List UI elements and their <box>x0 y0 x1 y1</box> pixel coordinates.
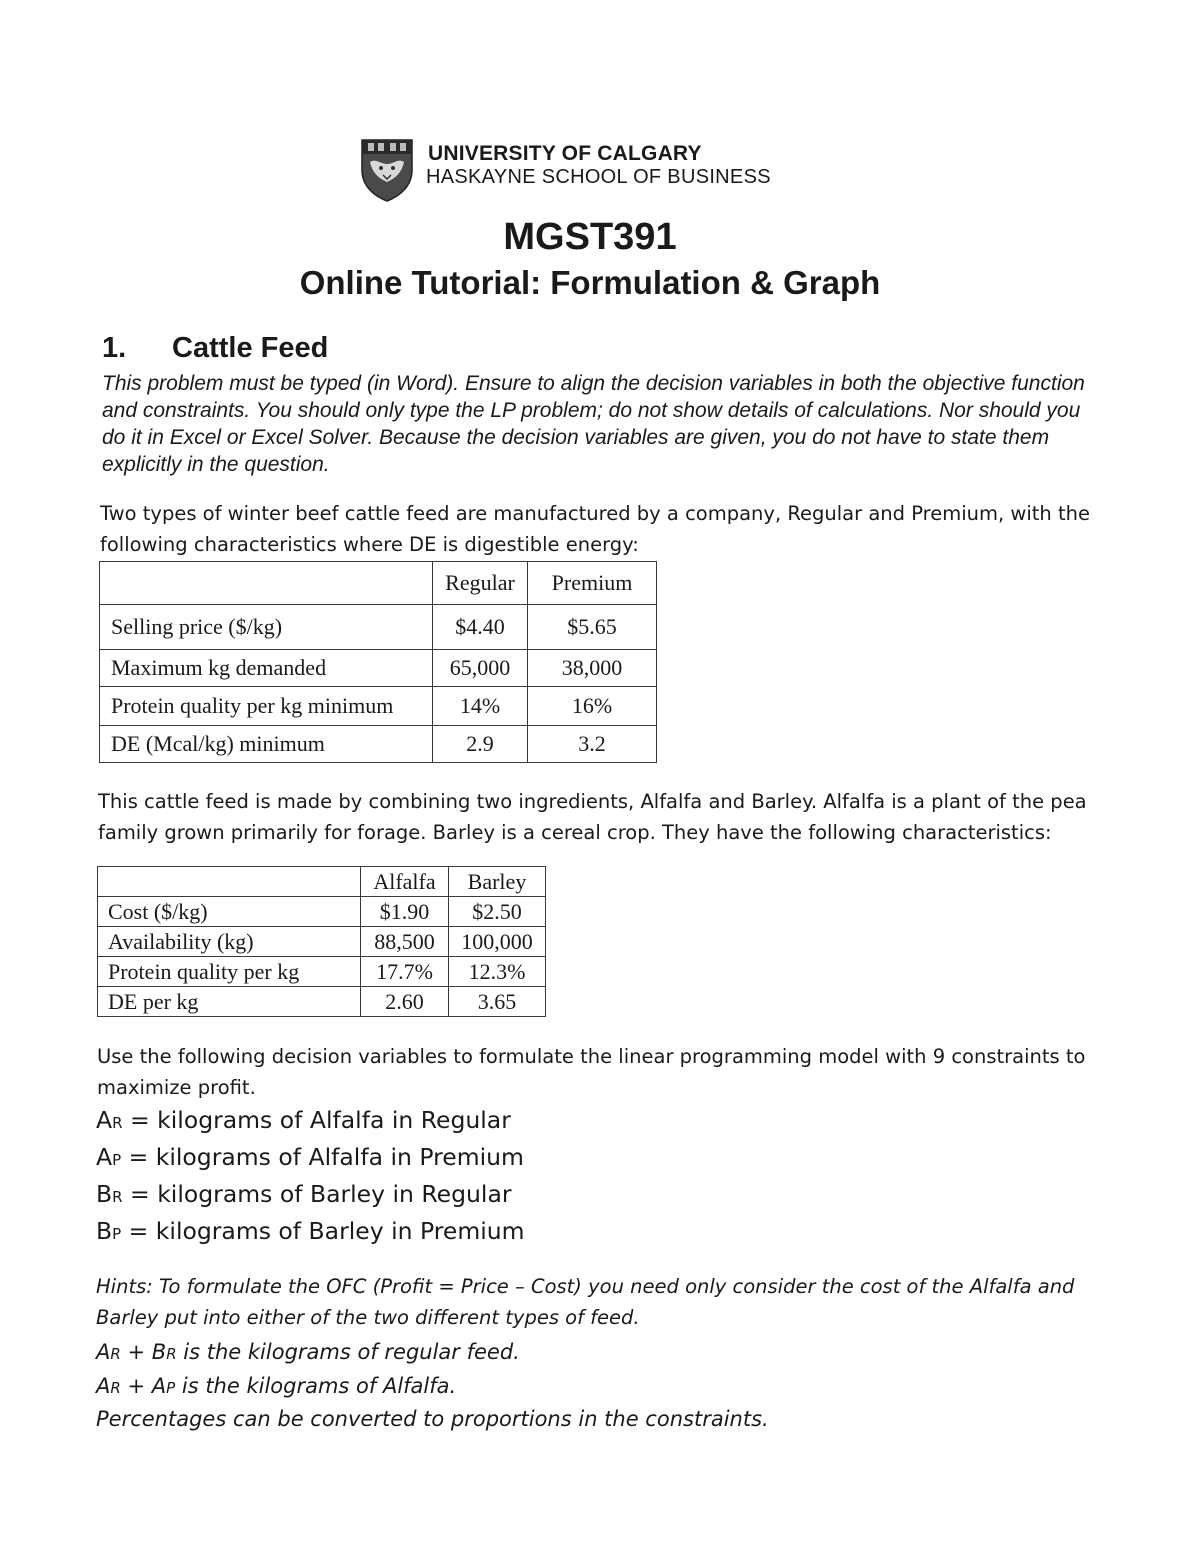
table-cell: Availability (kg) <box>98 927 361 957</box>
decision-variable: AR = kilograms of Alfalfa in Regular <box>96 1106 511 1134</box>
table-cell: 16% <box>528 687 657 726</box>
table-cell: DE per kg <box>98 987 361 1017</box>
ingredients-intro-paragraph: This cattle feed is made by combining two ingredients, Alfalfa and Barley. Alfalfa is a plant of the pea family grown primarily for forage. Barley is a cereal crop. They have the following characteristics: <box>98 790 1087 844</box>
course-title: MGST391 <box>503 216 677 258</box>
table-header-cell <box>98 867 361 897</box>
tutorial-subtitle: Online Tutorial: Formulation & Graph <box>299 264 881 301</box>
hint-regular-feed-sum: AR + BR is the kilograms of regular feed. <box>96 1340 520 1364</box>
table-cell: Protein quality per kg minimum <box>100 687 433 726</box>
table-row <box>98 987 546 1017</box>
school-name: HASKAYNE SCHOOL OF BUSINESS <box>426 166 771 188</box>
table-cell: 100,000 <box>449 927 546 957</box>
hint-line: Percentages can be converted to proportions in the constraints. <box>96 1407 769 1431</box>
table-header-cell <box>100 562 433 605</box>
decision-variable: BP = kilograms of Barley in Premium <box>96 1217 525 1245</box>
feed-intro-paragraph: Two types of winter beef cattle feed are manufactured by a company, Regular and Premium, with the following characteristics where DE is digestible energy: <box>100 502 1090 556</box>
table-header-cell: Alfalfa <box>361 867 449 897</box>
table-cell: $5.65 <box>528 605 657 650</box>
table-cell: DE (Mcal/kg) minimum <box>100 726 433 763</box>
hint-line: Barley put into either of the two different types of feed. <box>96 1306 640 1329</box>
table-cell: 65,000 <box>433 650 528 687</box>
hint-line: Hints: To formulate the OFC (Profit = Price – Cost) you need only consider the cost of the Alfalfa and <box>96 1275 1075 1298</box>
table-cell: Cost ($/kg) <box>98 897 361 927</box>
section-number: 1. <box>102 332 127 364</box>
table-row <box>98 897 546 927</box>
variables-intro-paragraph: Use the following decision variables to formulate the linear programming model with 9 constraints to maximize profit. <box>97 1045 1086 1099</box>
table-cell: 38,000 <box>528 650 657 687</box>
table-cell: 12.3% <box>449 957 546 987</box>
table-cell: 3.65 <box>449 987 546 1017</box>
table-cell: $4.40 <box>433 605 528 650</box>
table-header-row <box>98 867 546 897</box>
table-cell: 2.60 <box>361 987 449 1017</box>
table-header-cell: Regular <box>433 562 528 605</box>
table-header-row <box>100 562 657 605</box>
decision-variable: AP = kilograms of Alfalfa in Premium <box>96 1143 524 1171</box>
table-cell: 14% <box>433 687 528 726</box>
table-cell: 3.2 <box>528 726 657 763</box>
university-crest-logo <box>358 134 416 202</box>
table-row <box>100 726 657 763</box>
table-row <box>100 605 657 650</box>
ingredient-characteristics-table <box>97 866 546 1017</box>
university-name: UNIVERSITY OF CALGARY <box>428 142 702 165</box>
table-row <box>98 927 546 957</box>
table-row <box>100 650 657 687</box>
table-header-cell: Premium <box>528 562 657 605</box>
hint-alfalfa-sum: AR + AP is the kilograms of Alfalfa. <box>96 1374 457 1398</box>
feed-characteristics-table <box>99 561 657 763</box>
table-cell: Protein quality per kg <box>98 957 361 987</box>
table-row <box>100 687 657 726</box>
section-title: Cattle Feed <box>172 332 329 364</box>
instructions-paragraph: This problem must be typed (in Word). Ensure to align the decision variables in both the objective function and constraints. You should only type the LP problem; do not show details of calculations. Nor should you do it in Excel or Excel Solver. Because the decision variables are given, you do not have to state them explicitly in the question. <box>102 372 1085 476</box>
table-cell: 2.9 <box>433 726 528 763</box>
table-header-cell: Barley <box>449 867 546 897</box>
table-cell: 88,500 <box>361 927 449 957</box>
table-cell: $1.90 <box>361 897 449 927</box>
table-row <box>98 957 546 987</box>
table-cell: Selling price ($/kg) <box>100 605 433 650</box>
table-cell: 17.7% <box>361 957 449 987</box>
decision-variable: BR = kilograms of Barley in Regular <box>96 1180 512 1208</box>
table-cell: $2.50 <box>449 897 546 927</box>
table-cell: Maximum kg demanded <box>100 650 433 687</box>
